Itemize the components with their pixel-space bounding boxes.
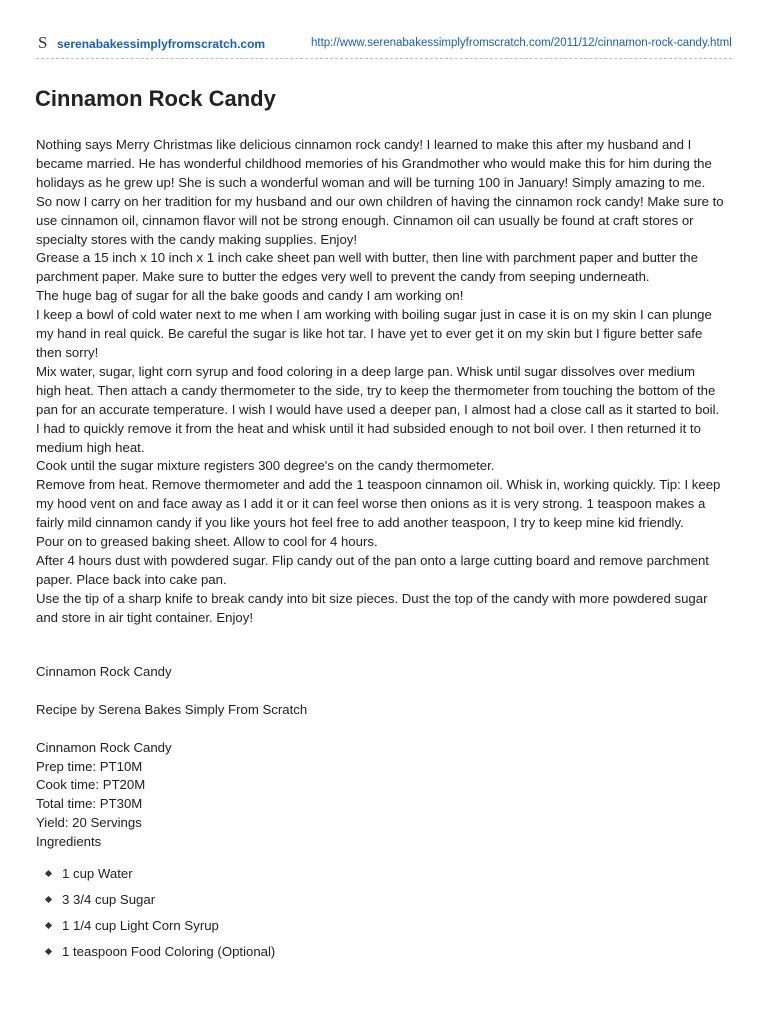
body-line: Nothing says Merry Christmas like delicious cinnamon rock candy! I learned to make this after my husband and I — [36, 137, 692, 152]
prep-time: Prep time: PT10M — [36, 758, 143, 774]
body-line: my hand in real quick. Be careful the sugar is like hot tar. I have yet to ever get it on my skin but I figure better safe — [36, 326, 703, 342]
body-line: then sorry! — [36, 344, 99, 360]
site-name-link[interactable]: serenabakessimplyfromscratch.com — [57, 37, 266, 51]
source-url-link[interactable]: http://www.serenabakessimplyfromscratch.com/2011/12/cinnamon-rock-candy.html — [311, 37, 732, 49]
body-line: parchment paper. Make sure to butter the edges very well to prevent the candy from seeping underneath. — [36, 269, 650, 285]
body-line: Remove from heat. Remove thermometer and add the 1 teaspoon cinnamon oil. Whisk in, working quickly. Tip: I keep — [36, 477, 721, 493]
body-line: high heat. Then attach a candy thermometer to the side, try to keep the thermometer from touching the bottom of the — [36, 382, 716, 398]
body-line: I keep a bowl of cold water next to me when I am working with boiling sugar just in case it is on my skin I can plunge — [36, 307, 712, 323]
body-line: paper. Place back into cake pan. — [36, 571, 227, 587]
ingredient-text: 1 1/4 cup Light Corn Syrup — [62, 918, 219, 933]
header-divider — [36, 58, 732, 59]
body-line: After 4 hours dust with powdered sugar. Flip candy out of the pan onto a large cutting board and remove parchment — [36, 552, 709, 568]
diamond-bullet-icon — [45, 870, 52, 877]
body-line: pan for an accurate temperature. I wish I would have used a deeper pan, I almost had a close call as it started to boil. — [36, 401, 720, 417]
body-line: fairly mild cinnamon candy if you like yours hot feel free to add another teaspoon, I try to keep mine kid friendly. — [36, 515, 684, 531]
article-body — [36, 136, 736, 628]
body-line: Grease a 15 inch x 10 inch x 1 inch cake sheet pan well with butter, then line with parchment paper and butter the — [36, 250, 698, 266]
recipe-yield: Yield: 20 Servings — [36, 815, 142, 831]
ingredients-list — [36, 864, 275, 968]
ingredient-text: 1 teaspoon Food Coloring (Optional) — [62, 944, 276, 959]
ingredient-item — [36, 890, 275, 916]
page-title: Cinnamon Rock Candy — [35, 86, 276, 111]
body-line: So now I carry on her tradition for my husband and our own children of having the cinnamon rock candy! Make sure to — [36, 193, 724, 209]
ingredient-item — [36, 942, 275, 968]
body-line: my hood vent on and face away as I add it or it can feel worse then onions as it is very strong. 1 teaspoon makes a — [36, 496, 706, 512]
body-line: Cook until the sugar mixture registers 300 degree's on the candy thermometer. — [36, 458, 495, 474]
body-line: became married. He has wonderful childhood memories of his Grandmother who would make this for him during the — [36, 155, 712, 171]
body-line: I had to quickly remove it from the heat and whisk until it had subsided enough to not boil over. I then returned it to — [36, 420, 701, 436]
body-line: The huge bag of sugar for all the bake goods and candy I am working on! — [36, 288, 464, 304]
diamond-bullet-icon — [45, 896, 52, 903]
body-line: use cinnamon oil, cinnamon flavor will not be strong enough. Cinnamon oil can usually be found at craft stores or — [36, 212, 694, 228]
total-time: Total time: PT30M — [36, 796, 143, 812]
body-line: Use the tip of a sharp knife to break candy into bit size pieces. Dust the top of the candy with more powdered sugar — [36, 590, 708, 606]
ingredient-text: 1 cup Water — [62, 866, 133, 881]
body-line: medium high heat. — [36, 439, 145, 455]
recipe-card-name: Cinnamon Rock Candy — [36, 739, 172, 755]
diamond-bullet-icon — [45, 922, 52, 929]
ingredients-heading: Ingredients — [36, 834, 102, 850]
recipe-card — [36, 663, 736, 852]
recipe-byline: Recipe by Serena Bakes Simply From Scratch — [36, 701, 308, 717]
site-logo-icon: S — [38, 33, 48, 52]
cook-time: Cook time: PT20M — [36, 777, 146, 793]
body-line: and store in air tight container. Enjoy! — [36, 609, 253, 625]
page-header — [0, 0, 768, 64]
body-line: Pour on to greased baking sheet. Allow to cool for 4 hours. — [36, 534, 378, 550]
ingredient-item — [36, 864, 275, 890]
ingredient-text: 3 3/4 cup Sugar — [62, 892, 156, 907]
body-line: holidays as he grew up! She is such a wonderful woman and will be turning 100 in January! Simply amazing to me. — [36, 174, 706, 190]
ingredient-item — [36, 916, 275, 942]
body-line: specialty stores with the candy making supplies. Enjoy! — [36, 231, 358, 247]
recipe-name: Cinnamon Rock Candy — [36, 664, 172, 679]
body-line: Mix water, sugar, light corn syrup and food coloring in a deep large pan. Whisk until sugar dissolves over medium — [36, 363, 695, 379]
diamond-bullet-icon — [45, 948, 52, 955]
